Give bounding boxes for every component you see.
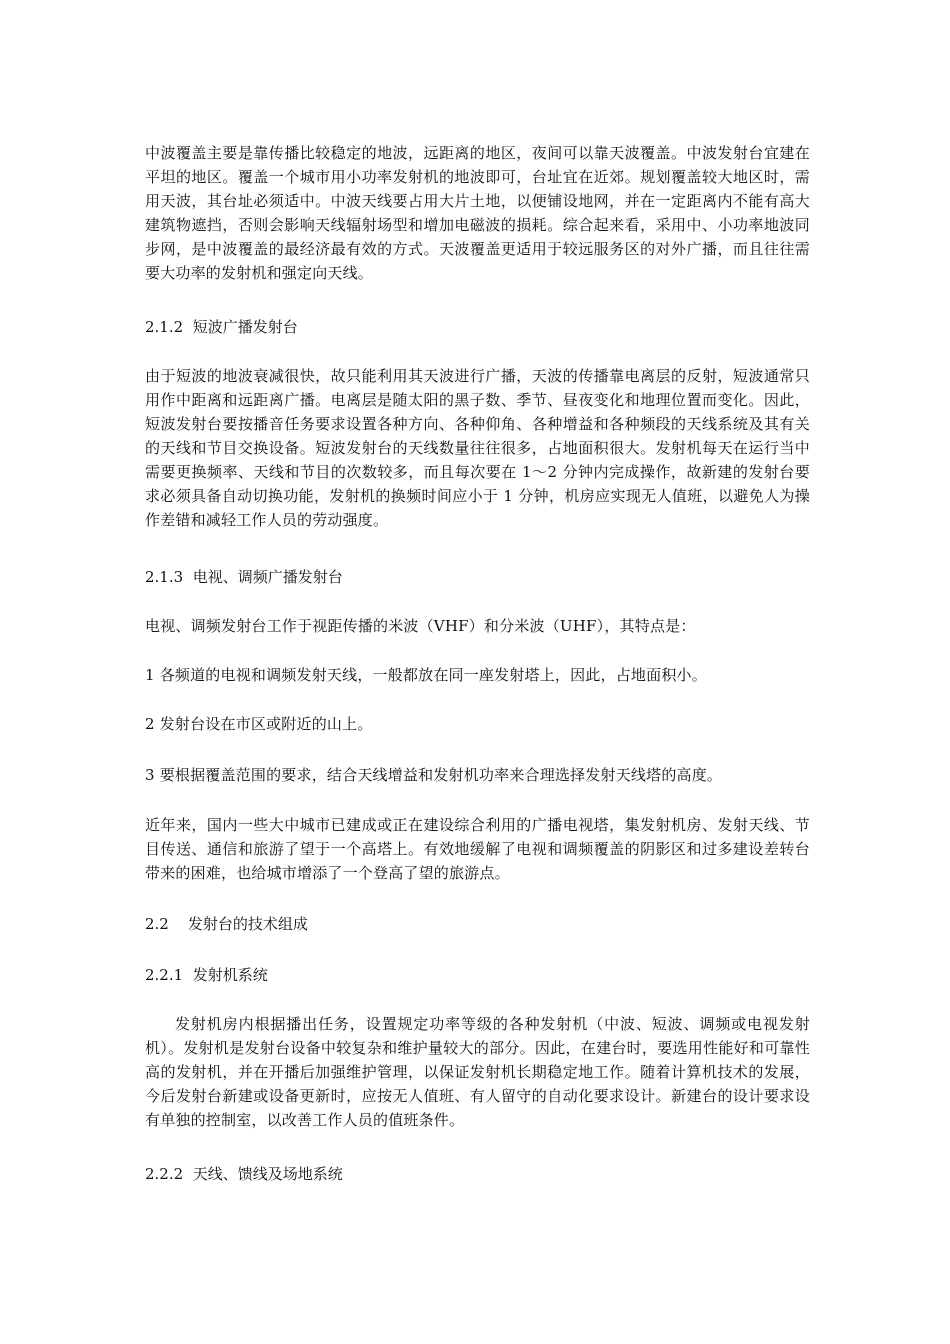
section-heading-2-2: 2.2 发射台的技术组成: [145, 915, 308, 933]
paragraph-tv-fm-intro: 电视、调频发射台工作于视距传播的米波（VHF）和分米波（UHF），其特点是：: [145, 617, 696, 635]
paragraph-shortwave: 由于短波的地波衰减很快，故只能利用其天波进行广播，天波的传播靠电离层的反射，短波通常只用作中距离和远距离广播。电离层是随太阳的黑子数、季节、昼夜变化和地理位置而变化。因此，短波发射台要按播音任务要求设置各种方向、各种仰角、各种增益和各种频段的天线系统及其有关的天线和节目交换设备。短波发射台的天线数量往往很多，占地面积很大。发射机每天在运行当中需要更换频率、天线和节目的次数较多，而且每次要在 1～2 分钟内完成操作，故新建的发射台要求必须具备自动切换功能，发射机的换频时间应小于 1 分钟，机房应实现无人值班，以避免人为操作差错和减轻工作人员的劳动强度。: [145, 367, 810, 529]
list-item-3: 3 要根据覆盖范围的要求，结合天线增益和发射机功率来合理选择发射天线塔的高度。: [145, 766, 723, 784]
section-heading-2-1-2: 2.1.2 短波广播发射台: [145, 318, 298, 336]
paragraph-tv-tower: 近年来，国内一些大中城市已建成或正在建设综合利用的广播电视塔，集发射机房、发射天线、节目传送、通信和旅游了望于一个高塔上。有效地缓解了电视和调频覆盖的阴影区和过多建设差转台带来的困难，也给城市增添了一个登高了望的旅游点。: [145, 816, 810, 882]
section-heading-2-2-1: 2.2.1 发射机系统: [145, 966, 268, 984]
section-heading-2-1-3: 2.1.3 电视、调频广播发射台: [145, 568, 343, 586]
paragraph-mw-coverage: 中波覆盖主要是靠传播比较稳定的地波，远距离的地区，夜间可以靠天波覆盖。中波发射台宜建在平坦的地区。覆盖一个城市用小功率发射机的地波即可，台址宜在近郊。规划覆盖较大地区时，需用天波，其台址必须适中。中波天线要占用大片土地，以便铺设地网，并在一定距离内不能有高大建筑物遮挡，否则会影响天线辐射场型和增加电磁波的损耗。综合起来看，采用中、小功率地波同步网，是中波覆盖的最经济最有效的方式。天波覆盖更适用于较远服务区的对外广播，而且往往需要大功率的发射机和强定向天线。: [145, 144, 810, 282]
section-heading-2-2-2: 2.2.2 天线、馈线及场地系统: [145, 1165, 343, 1183]
list-item-2: 2 发射台设在市区或附近的山上。: [145, 715, 373, 733]
paragraph-transmitter-system: 发射机房内根据播出任务，设置规定功率等级的各种发射机（中波、短波、调频或电视发射机）。发射机是发射台设备中较复杂和维护量较大的部分。因此，在建台时，要选用性能好和可靠性高的发射机，并在开播后加强维护管理，以保证发射机长期稳定地工作。随着计算机技术的发展，今后发射台新建或设备更新时，应按无人值班、有人留守的自动化要求设计。新建台的设计要求设有单独的控制室，以改善工作人员的值班条件。: [145, 1015, 810, 1129]
list-item-1: 1 各频道的电视和调频发射天线，一般都放在同一座发射塔上，因此，占地面积小。: [145, 666, 707, 684]
